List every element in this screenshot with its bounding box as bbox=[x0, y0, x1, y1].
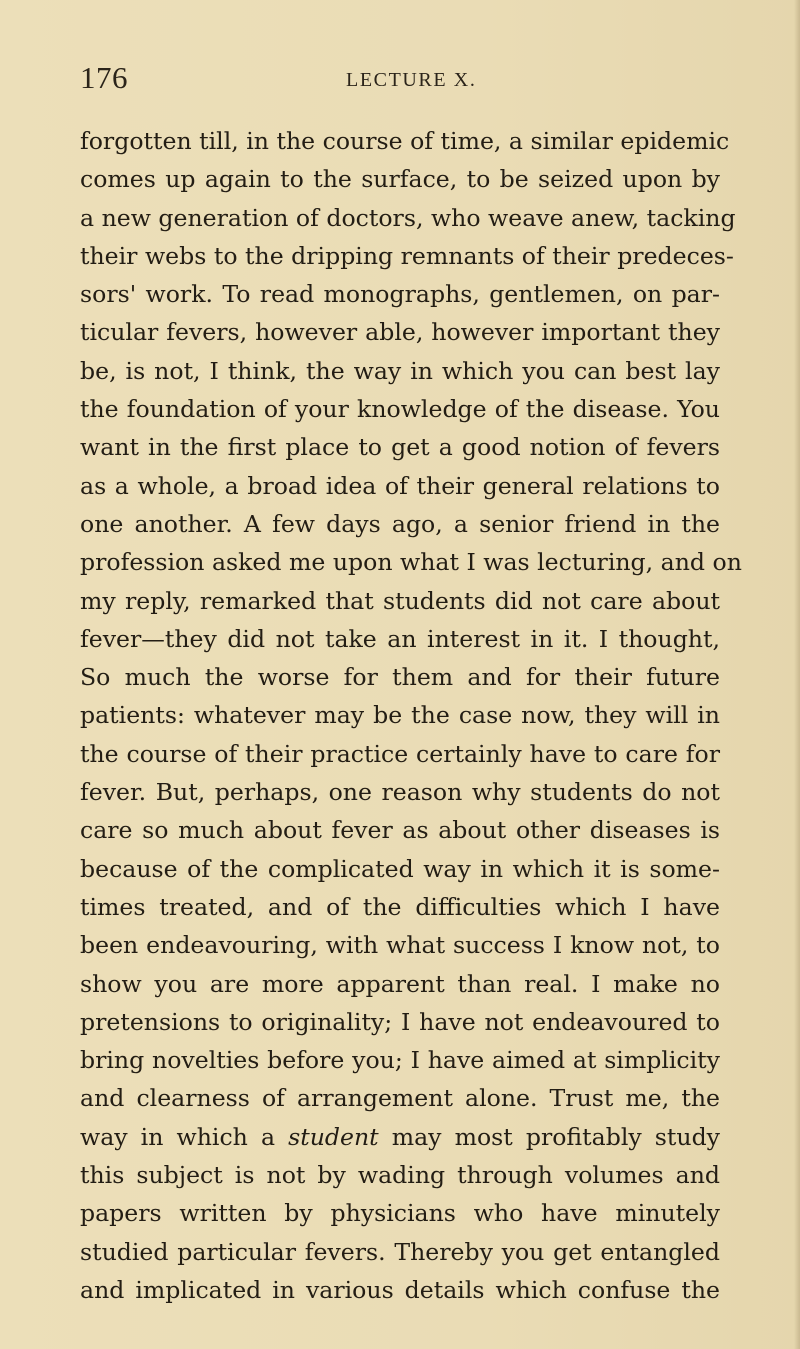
text-line: been endeavouring, with what success I know not, to bbox=[80, 931, 720, 960]
text-line: papers written by physicians who have minutely bbox=[80, 1199, 720, 1228]
text-line: the course of their practice certainly have to care for bbox=[80, 739, 720, 768]
text-line: forgotten till, in the course of time, a similar epidemic bbox=[80, 127, 730, 155]
text-line: this subject is not by wading through volumes and bbox=[80, 1161, 720, 1190]
page-number: 176 bbox=[80, 60, 128, 95]
text-line: bring novelties before you; I have aimed at simplicity bbox=[80, 1046, 720, 1075]
text-line: comes up again to the surface, to be seized upon by bbox=[80, 165, 720, 194]
text-line: and clearness of arrangement alone. Trust me, the bbox=[80, 1084, 720, 1113]
text-line: because of the complicated way in which it is some- bbox=[80, 854, 720, 883]
text-line: be, is not, I think, the way in which you can best lay bbox=[80, 356, 720, 385]
text-segment: may most profitably study bbox=[378, 1122, 720, 1151]
text-line: care so much about fever as about other diseases is bbox=[80, 816, 720, 845]
running-head: LECTURE X. bbox=[346, 69, 477, 91]
text-line: patients: whatever may be the case now, they will in bbox=[80, 701, 720, 730]
text-line: profession asked me upon what I was lecturing, and on bbox=[80, 548, 742, 577]
body-text bbox=[80, 122, 742, 1309]
text-line: my reply, remarked that students did not care about bbox=[80, 586, 720, 615]
text-line: studied particular fevers. Thereby you get entangled bbox=[80, 1237, 720, 1266]
text-line: sors' work. To read monographs, gentlemen, on par- bbox=[80, 280, 720, 309]
text-line: pretensions to originality; I have not endeavoured to bbox=[80, 1007, 720, 1036]
text-line: fever—they did not take an interest in it. I thought, bbox=[80, 624, 720, 653]
text-line: ticular fevers, however able, however important they bbox=[80, 318, 720, 347]
text-line: a new generation of doctors, who weave anew, tacking bbox=[80, 203, 736, 232]
text-line-with-italic bbox=[80, 1118, 720, 1156]
text-line: the foundation of your knowledge of the disease. You bbox=[80, 395, 720, 424]
text-line: their webs to the dripping remnants of their predeces- bbox=[80, 241, 734, 270]
text-line: times treated, and of the difficulties which I have bbox=[80, 892, 720, 921]
text-segment: way in which a bbox=[80, 1122, 289, 1151]
text-line: show you are more apparent than real. I make no bbox=[80, 969, 720, 998]
text-line: fever. But, perhaps, one reason why students do not bbox=[80, 778, 720, 807]
page-edge-shadow bbox=[794, 0, 800, 1349]
text-line: So much the worse for them and for their future bbox=[80, 663, 720, 692]
page-header bbox=[80, 60, 720, 100]
text-line: one another. A few days ago, a senior friend in the bbox=[80, 509, 720, 538]
text-line: as a whole, a broad idea of their general relations to bbox=[80, 471, 720, 500]
text-line: want in the first place to get a good notion of fevers bbox=[80, 433, 720, 462]
text-line: and implicated in various details which confuse the bbox=[80, 1275, 720, 1304]
italic-word: student bbox=[288, 1122, 379, 1151]
